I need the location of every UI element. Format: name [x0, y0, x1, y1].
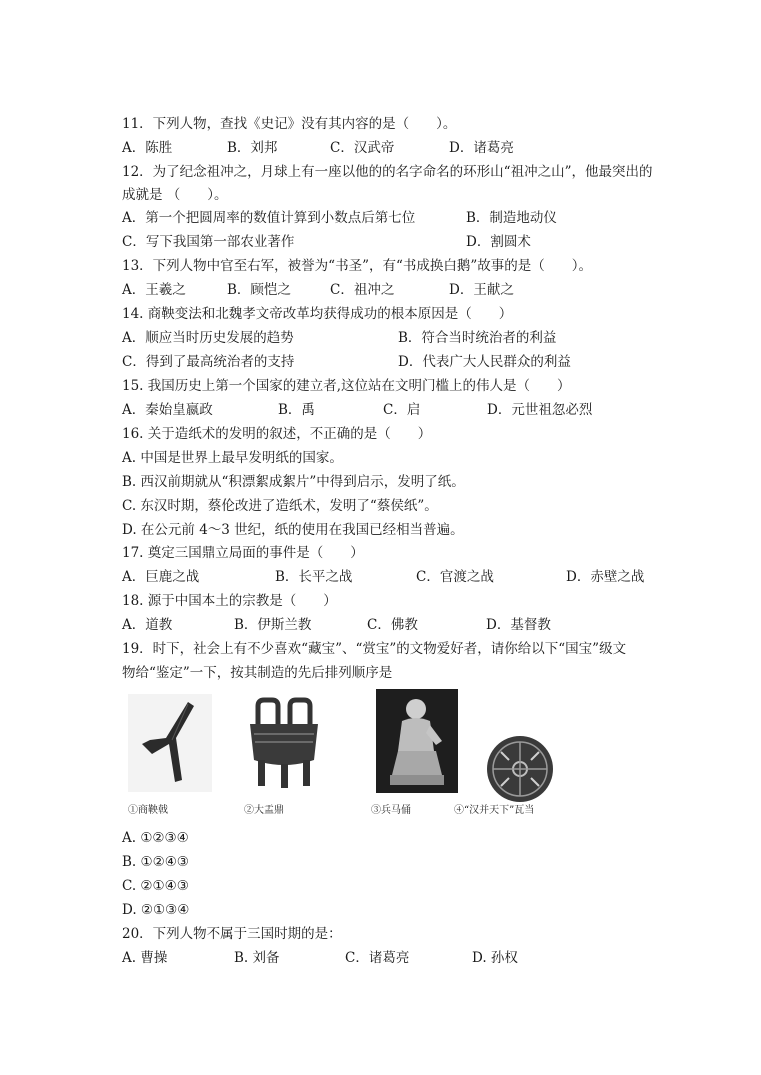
q15-option-b: B．禹 — [278, 402, 315, 418]
q20-option-b: B. 刘备 — [234, 950, 280, 966]
q11-option-d: D．诸葛亮 — [449, 140, 514, 156]
q12-option-c: C．写下我国第一部农业著作 — [122, 234, 295, 250]
q14-option-b: B．符合当时统治者的利益 — [398, 330, 557, 346]
q20-stem: 20．下列人物不属于三国时期的是： — [122, 926, 342, 942]
q12-option-d: D．割圆术 — [466, 234, 531, 250]
q12-option-a: A．第一个把圆周率的数值计算到小数点后第七位 — [122, 210, 416, 226]
q20-option-d: D. 孙权 — [472, 950, 518, 966]
q19-caption-3: ③兵马俑 — [371, 805, 411, 816]
q14-option-d: D．代表广大人民群众的利益 — [398, 354, 571, 370]
q19-stem-line1: 19．时下，社会上有不少喜欢“藏宝”、“赏宝”的文物爱好者，请你给以下“国宝”级文 — [122, 641, 627, 657]
q12-stem-line2: 成就是 （ ）。 — [122, 187, 228, 203]
q19-caption-2: ②大盂鼎 — [244, 805, 284, 816]
q15-stem: 15. 我国历史上第一个国家的建立者,这位站在文明门槛上的伟人是（ ） — [122, 378, 571, 394]
q12-option-b: B．制造地动仪 — [466, 210, 557, 226]
q17-option-a: A．巨鹿之战 — [122, 569, 200, 585]
q13-option-c: C．祖冲之 — [330, 282, 395, 298]
q14-option-c: C．得到了最高统治者的支持 — [122, 354, 295, 370]
q12-stem-line1: 12．为了纪念祖冲之，月球上有一座以他的的名字命名的环形山“祖冲之山”，他最突出的 — [122, 164, 653, 180]
q13-option-d: D．王献之 — [449, 282, 514, 298]
q13-option-a: A．王羲之 — [122, 282, 186, 298]
q19-option-d: D. ②①③④ — [122, 902, 190, 918]
q17-stem: 17. 奠定三国鼎立局面的事件是（ ） — [122, 545, 364, 561]
q18-option-b: B．伊斯兰教 — [234, 617, 312, 633]
q18-option-a: A．道教 — [122, 617, 173, 633]
q18-option-c: C．佛教 — [367, 617, 418, 633]
q16-option-c: C. 东汉时期，蔡伦改进了造纸术，发明了“蔡侯纸”。 — [122, 498, 438, 514]
q19-caption-1: ①商鞅戟 — [128, 805, 168, 816]
q16-option-a: A. 中国是世界上最早发明纸的国家。 — [122, 450, 343, 466]
q14-stem: 14. 商鞅变法和北魏孝文帝改革均获得成功的根本原因是（ ） — [122, 306, 513, 322]
q15-option-d: D．元世祖忽必烈 — [487, 402, 593, 418]
q13-option-b: B．顾恺之 — [227, 282, 291, 298]
q11-option-c: C．汉武帝 — [330, 140, 395, 156]
q14-option-a: A．顺应当时历史发展的趋势 — [122, 330, 294, 346]
q16-option-d: D. 在公元前 4～3 世纪，纸的使用在我国已经相当普遍。 — [122, 522, 464, 538]
q11-option-a: A．陈胜 — [122, 140, 173, 156]
halberd-image — [128, 694, 212, 792]
q18-option-d: D．基督教 — [486, 617, 551, 633]
q19-option-a: A. ①②③④ — [122, 830, 189, 846]
ding-vessel-image — [244, 694, 324, 792]
q19-stem-line2: 物给“鉴定”一下，按其制造的先后排列顺序是 — [122, 665, 393, 681]
q19-option-c: C. ②①④③ — [122, 878, 189, 894]
q11-stem: 11．下列人物，查找《史记》没有其内容的是（ ）。 — [122, 116, 457, 132]
terracotta-warrior-image — [376, 689, 458, 793]
q16-option-b: B. 西汉前期就从“积漂絮成絮片”中得到启示，发明了纸。 — [122, 474, 465, 490]
q20-option-a: A. 曹操 — [122, 950, 168, 966]
q11-option-b: B．刘邦 — [227, 140, 278, 156]
q20-option-c: C．诸葛亮 — [345, 950, 410, 966]
q17-option-d: D．赤壁之战 — [566, 569, 645, 585]
q18-stem: 18. 源于中国本土的宗教是（ ） — [122, 593, 337, 609]
q13-stem: 13．下列人物中官至右军，被誉为“书圣”，有“书成换白鹅”故事的是（ ）。 — [122, 258, 593, 274]
q19-option-b: B. ①②④③ — [122, 854, 189, 870]
q17-option-b: B．长平之战 — [275, 569, 353, 585]
q15-option-a: A．秦始皇嬴政 — [122, 402, 213, 418]
q16-stem: 16. 关于造纸术的发明的叙述，不正确的是（ ） — [122, 426, 432, 442]
q19-caption-4: ④“汉并天下”瓦当 — [454, 805, 535, 816]
q15-option-c: C．启 — [383, 402, 421, 418]
roof-tile-image — [485, 734, 555, 804]
q17-option-c: C．官渡之战 — [416, 569, 494, 585]
